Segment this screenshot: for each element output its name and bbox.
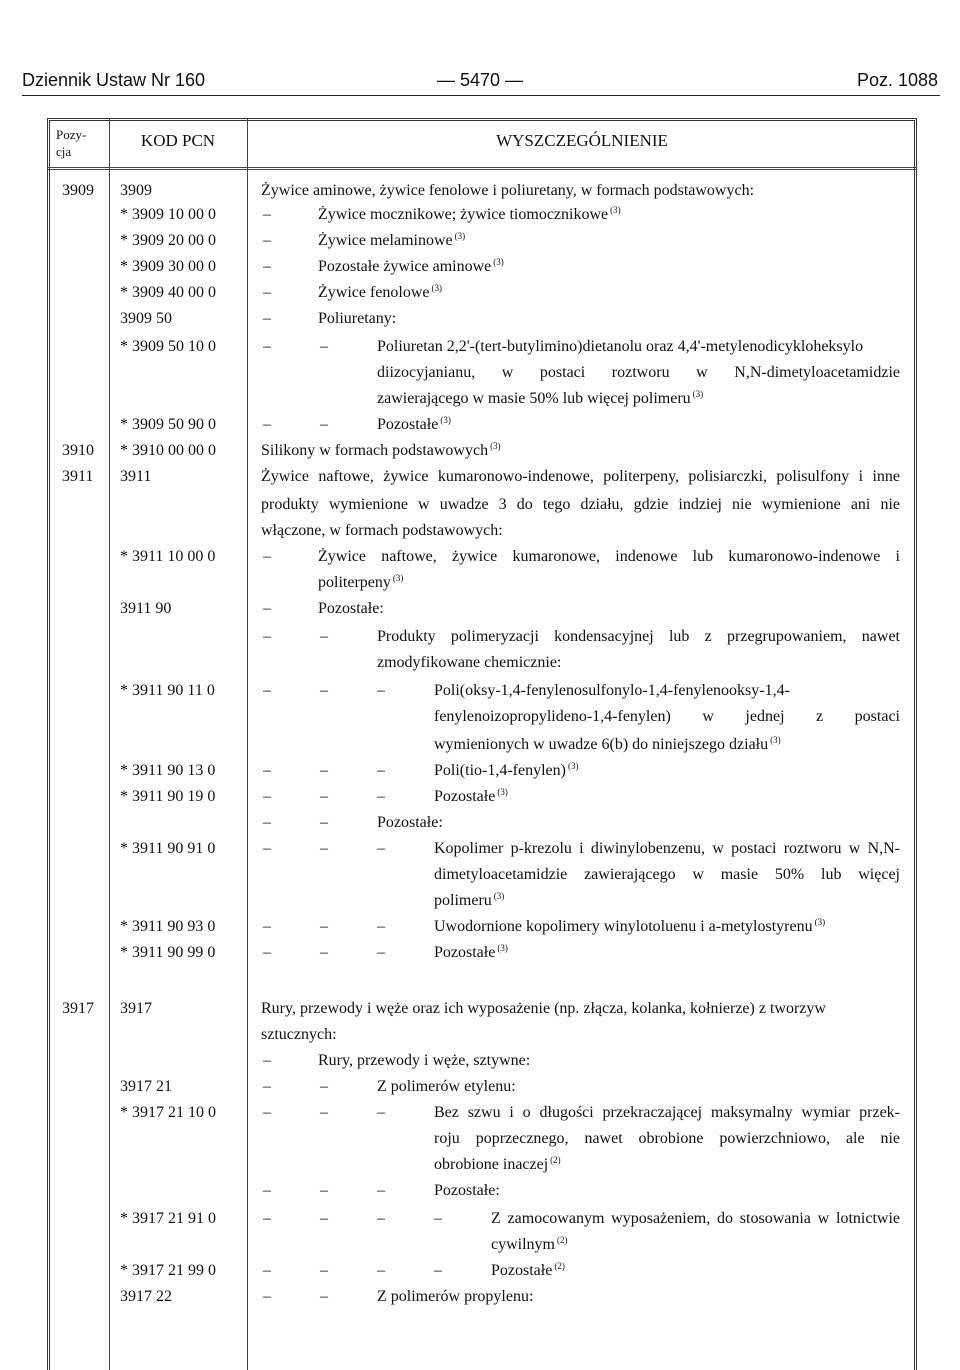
kod-pcn-cell: 3911 bbox=[120, 468, 152, 485]
description-text: produkty wymienione w uwadze 3 do tego działu, gdzie indziej nie wymienione ani nie bbox=[261, 496, 900, 513]
table-row bbox=[0, 596, 960, 622]
description-text: Żywice naftowe, żywice kumaronowo-indenowe, politerpeny, polisiarczki, polisulfony i inne bbox=[261, 468, 900, 485]
indent-dashes: – bbox=[263, 206, 271, 223]
table-row bbox=[0, 862, 960, 888]
description-cell bbox=[434, 914, 825, 940]
description-cell bbox=[261, 1022, 337, 1048]
table-row bbox=[0, 1100, 960, 1126]
description-cell bbox=[434, 758, 578, 784]
footnote-ref: (3) bbox=[497, 787, 508, 797]
table-row bbox=[0, 704, 960, 730]
description-text: Rury, przewody i węże, sztywne: bbox=[318, 1052, 531, 1069]
description-cell bbox=[434, 732, 781, 758]
indent-dashes: – bbox=[263, 1052, 271, 1069]
table-row bbox=[0, 940, 960, 966]
description-text: Żywice melaminowe bbox=[318, 232, 453, 249]
indent-dashes: – – bbox=[263, 814, 328, 831]
footnote-ref: (3) bbox=[431, 283, 443, 293]
kod-pcn-cell: 3917 bbox=[120, 1000, 152, 1017]
table-row bbox=[0, 836, 960, 862]
pozycja-cell: 3910 bbox=[62, 442, 94, 459]
footnote-ref: (2) bbox=[554, 1261, 565, 1271]
description-cell bbox=[491, 1232, 568, 1258]
description-text: Poliuretany: bbox=[318, 310, 397, 327]
description-cell bbox=[318, 280, 442, 306]
description-text: Rury, przewody i węże oraz ich wyposażenie (np. złącza, kolanka, kołnierze) z tworzyw bbox=[261, 1000, 826, 1017]
description-cell bbox=[318, 1048, 530, 1074]
table-row bbox=[0, 732, 960, 758]
description-cell bbox=[261, 492, 900, 518]
description-cell bbox=[318, 596, 384, 622]
description-cell bbox=[434, 888, 504, 914]
footnote-ref: (3) bbox=[770, 735, 781, 745]
description-cell bbox=[434, 940, 508, 966]
description-cell bbox=[377, 334, 863, 360]
indent-dashes: – – – bbox=[263, 840, 385, 857]
indent-dashes: – – – bbox=[263, 682, 385, 699]
description-cell bbox=[377, 412, 451, 438]
indent-dashes: – – bbox=[263, 1078, 328, 1095]
description-text: Poliuretan 2,2'-(tert-butylimino)dietanolu oraz 4,4'-metylenodicykloheksylo bbox=[377, 338, 864, 355]
indent-dashes: – – bbox=[263, 628, 328, 645]
description-cell bbox=[434, 862, 900, 888]
table-row bbox=[0, 1206, 960, 1232]
table-row bbox=[0, 1074, 960, 1100]
header-kod-pcn: KOD PCN bbox=[140, 131, 216, 150]
description-cell bbox=[434, 784, 508, 810]
kod-pcn-cell: * 3917 21 10 0 bbox=[120, 1104, 216, 1121]
description-text: Silikony w formach podstawowych bbox=[261, 442, 489, 459]
description-text: Pozostałe bbox=[491, 1262, 553, 1279]
table-row bbox=[0, 386, 960, 412]
table-row bbox=[0, 492, 960, 518]
description-cell bbox=[377, 1074, 516, 1100]
kod-pcn-cell: 3917 22 bbox=[120, 1288, 172, 1305]
pozycja-cell: 3909 bbox=[62, 182, 94, 199]
description-text: dimetyloacetamidzie zawierającego w masie 50% lub więcej bbox=[434, 866, 900, 883]
indent-dashes: – bbox=[263, 284, 271, 301]
description-cell bbox=[261, 996, 826, 1022]
kod-pcn-cell: * 3911 90 11 0 bbox=[120, 682, 215, 699]
indent-dashes: – bbox=[263, 232, 271, 249]
table-row bbox=[0, 650, 960, 676]
description-text: Z polimerów propylenu: bbox=[377, 1288, 534, 1305]
footnote-ref: (3) bbox=[490, 441, 501, 451]
table-row bbox=[0, 306, 960, 332]
description-cell bbox=[318, 202, 621, 228]
table-row bbox=[0, 570, 960, 596]
footnote-ref: (3) bbox=[692, 389, 704, 399]
table-row bbox=[0, 1258, 960, 1284]
footnote-ref: (3) bbox=[497, 943, 508, 953]
table-row bbox=[0, 1126, 960, 1152]
kod-pcn-cell: 3909 50 bbox=[120, 310, 172, 327]
table-row bbox=[0, 280, 960, 306]
kod-pcn-cell: * 3909 10 00 0 bbox=[120, 206, 216, 223]
description-cell bbox=[377, 650, 561, 676]
description-text: zmodyfikowane chemicznie: bbox=[377, 654, 562, 671]
description-cell bbox=[261, 178, 754, 204]
description-text: zawierającego w masie 50% lub więcej polimeru bbox=[377, 390, 691, 407]
pozycja-cell: 3917 bbox=[62, 1000, 94, 1017]
indent-dashes: – bbox=[263, 600, 271, 617]
footnote-ref: (3) bbox=[610, 205, 621, 215]
description-cell bbox=[491, 1258, 565, 1284]
table-row bbox=[0, 1048, 960, 1074]
indent-dashes: – – – bbox=[263, 918, 385, 935]
footnote-ref: (3) bbox=[567, 761, 579, 771]
table-row bbox=[0, 360, 960, 386]
table-row bbox=[0, 518, 960, 544]
description-cell bbox=[261, 464, 900, 490]
description-text: Z polimerów etylenu: bbox=[377, 1078, 516, 1095]
table-row bbox=[0, 544, 960, 570]
header-rule bbox=[22, 95, 940, 96]
description-text: Żywice mocznikowe; żywice tiomocznikowe bbox=[318, 206, 609, 223]
description-cell bbox=[434, 1100, 900, 1126]
description-cell bbox=[261, 438, 501, 464]
table-row bbox=[0, 254, 960, 280]
description-text: Poli(tio-1,4-fenylen) bbox=[434, 762, 566, 779]
position-number: Poz. 1088 bbox=[856, 70, 938, 90]
table-row bbox=[0, 438, 960, 464]
indent-dashes: – – – bbox=[263, 762, 385, 779]
description-cell bbox=[377, 624, 900, 650]
footnote-ref: (3) bbox=[493, 891, 505, 901]
journal-title: Dziennik Ustaw Nr 160 bbox=[22, 70, 206, 90]
description-text: polimeru bbox=[434, 892, 492, 909]
description-text: diizocyjanianu, w postaci roztworu w N,N-dimetyloacetamidzie bbox=[377, 364, 900, 381]
kod-pcn-cell: * 3909 50 90 0 bbox=[120, 416, 216, 433]
kod-pcn-cell: * 3911 90 91 0 bbox=[120, 840, 216, 857]
description-cell bbox=[377, 810, 443, 836]
table-row bbox=[0, 1152, 960, 1178]
kod-pcn-cell: * 3911 10 00 0 bbox=[120, 548, 216, 565]
description-cell bbox=[377, 386, 703, 412]
footnote-ref: (3) bbox=[440, 415, 451, 425]
kod-pcn-cell: * 3917 21 99 0 bbox=[120, 1262, 216, 1279]
indent-dashes: – – – – bbox=[263, 1210, 442, 1227]
description-text: Pozostałe: bbox=[377, 814, 443, 831]
description-cell bbox=[318, 228, 465, 254]
kod-pcn-cell: 3911 90 bbox=[120, 600, 172, 617]
description-cell bbox=[377, 360, 900, 386]
description-cell bbox=[434, 836, 900, 862]
description-text: Pozostałe bbox=[377, 416, 439, 433]
kod-pcn-cell: 3909 bbox=[120, 182, 152, 199]
table-row bbox=[0, 1178, 960, 1204]
kod-pcn-cell: * 3917 21 91 0 bbox=[120, 1210, 216, 1227]
indent-dashes: – – bbox=[263, 338, 328, 355]
page-number: — 5470 — bbox=[436, 70, 524, 90]
table-row bbox=[0, 178, 960, 204]
description-cell bbox=[434, 1126, 900, 1152]
indent-dashes: – – bbox=[263, 416, 328, 433]
kod-pcn-cell: * 3909 50 10 0 bbox=[120, 338, 216, 355]
description-text: Poli(oksy-1,4-fenylenosulfonylo-1,4-fenylenooksy-1,4- bbox=[434, 682, 790, 699]
description-text: Uwodornione kopolimery winylotoluenu i a-metylostyrenu bbox=[434, 918, 813, 935]
description-text: obrobione inaczej bbox=[434, 1156, 549, 1173]
description-text: Pozostałe żywice aminowe bbox=[318, 258, 492, 275]
indent-dashes: – – – bbox=[263, 1104, 385, 1121]
description-text: Żywice fenolowe bbox=[318, 284, 430, 301]
table-row bbox=[0, 888, 960, 914]
description-text: fenylenoizopropylideno-1,4-fenylen) w jednej z postaci bbox=[434, 708, 900, 725]
description-text: politerpeny bbox=[318, 574, 391, 591]
description-text: Bez szwu i o długości przekraczającej maksymalny wymiar przek- bbox=[434, 1104, 900, 1121]
table-row bbox=[0, 758, 960, 784]
indent-dashes: – – – bbox=[263, 1182, 385, 1199]
table-row bbox=[0, 334, 960, 360]
table-row bbox=[0, 1232, 960, 1258]
description-text: Pozostałe: bbox=[318, 600, 384, 617]
kod-pcn-cell: * 3909 40 00 0 bbox=[120, 284, 216, 301]
table-row bbox=[0, 412, 960, 438]
description-cell bbox=[434, 678, 900, 704]
kod-pcn-cell: 3917 21 bbox=[120, 1078, 172, 1095]
indent-dashes: – – – bbox=[263, 788, 385, 805]
header-pozycja: Pozy- cja bbox=[56, 127, 87, 159]
header-divider bbox=[47, 167, 917, 170]
table-row bbox=[0, 914, 960, 940]
kod-pcn-cell: * 3911 90 93 0 bbox=[120, 918, 216, 935]
kod-pcn-cell: * 3911 90 99 0 bbox=[120, 944, 216, 961]
description-text: Produkty polimeryzacji kondensacyjnej lub z przegrupowaniem, nawet bbox=[377, 628, 900, 645]
kod-pcn-cell: * 3909 20 00 0 bbox=[120, 232, 216, 249]
kod-pcn-cell: * 3911 90 19 0 bbox=[120, 788, 216, 805]
footnote-ref: (3) bbox=[814, 917, 826, 927]
table-row bbox=[0, 1022, 960, 1048]
table-row bbox=[0, 1284, 960, 1310]
description-text: sztucznych: bbox=[261, 1026, 337, 1043]
footnote-ref: (3) bbox=[493, 257, 504, 267]
kod-pcn-cell: * 3909 30 00 0 bbox=[120, 258, 216, 275]
description-text: cywilnym bbox=[491, 1236, 555, 1253]
description-text: Kopolimer p-krezolu i diwinylobenzenu, w postaci roztworu w N,N- bbox=[434, 840, 900, 857]
footnote-ref: (2) bbox=[557, 1235, 568, 1245]
description-text: wymienionych w uwadze 6(b) do niniejszego działu bbox=[434, 736, 769, 753]
description-cell bbox=[434, 1152, 561, 1178]
header-wyszczegolnienie: WYSZCZEGÓLNIENIE bbox=[496, 131, 668, 150]
pozycja-cell: 3911 bbox=[62, 468, 94, 485]
description-cell bbox=[434, 704, 900, 730]
description-cell bbox=[318, 254, 504, 280]
table-row bbox=[0, 784, 960, 810]
table-row bbox=[0, 202, 960, 228]
indent-dashes: – – – – bbox=[263, 1262, 442, 1279]
table-row bbox=[0, 228, 960, 254]
table-row bbox=[0, 678, 960, 704]
indent-dashes: – bbox=[263, 258, 271, 275]
table-row bbox=[0, 810, 960, 836]
description-text: Żywice naftowe, żywice kumaronowe, indenowe lub kumaronowo-indenowe i bbox=[318, 548, 900, 565]
description-text: Z zamocowanym wyposażeniem, do stosowania w lotnictwie bbox=[491, 1210, 900, 1227]
description-text: Pozostałe bbox=[434, 944, 496, 961]
footnote-ref: (3) bbox=[392, 573, 404, 583]
description-text: Żywice aminowe, żywice fenolowe i poliuretany, w formach podstawowych: bbox=[261, 182, 755, 199]
indent-dashes: – bbox=[263, 310, 271, 327]
description-cell bbox=[318, 306, 396, 332]
description-text: roju poprzecznego, nawet obrobione powierzchniowo, ale nie bbox=[434, 1130, 900, 1147]
description-text: Pozostałe bbox=[434, 788, 496, 805]
footnote-ref: (3) bbox=[454, 231, 466, 241]
description-cell bbox=[318, 544, 900, 570]
description-cell bbox=[434, 1178, 500, 1204]
description-text: Pozostałe: bbox=[434, 1182, 500, 1199]
kod-pcn-cell: * 3911 90 13 0 bbox=[120, 762, 216, 779]
table-row bbox=[0, 996, 960, 1022]
description-cell bbox=[491, 1206, 900, 1232]
indent-dashes: – – bbox=[263, 1288, 328, 1305]
description-cell bbox=[261, 518, 503, 544]
description-text: włączone, w formach podstawowych: bbox=[261, 522, 503, 539]
table-row bbox=[0, 464, 960, 490]
indent-dashes: – – – bbox=[263, 944, 385, 961]
indent-dashes: – bbox=[263, 548, 271, 565]
description-cell bbox=[318, 570, 403, 596]
description-cell bbox=[377, 1284, 533, 1310]
kod-pcn-cell: * 3910 00 00 0 bbox=[120, 442, 216, 459]
table-row bbox=[0, 624, 960, 650]
footnote-ref: (2) bbox=[550, 1155, 561, 1165]
